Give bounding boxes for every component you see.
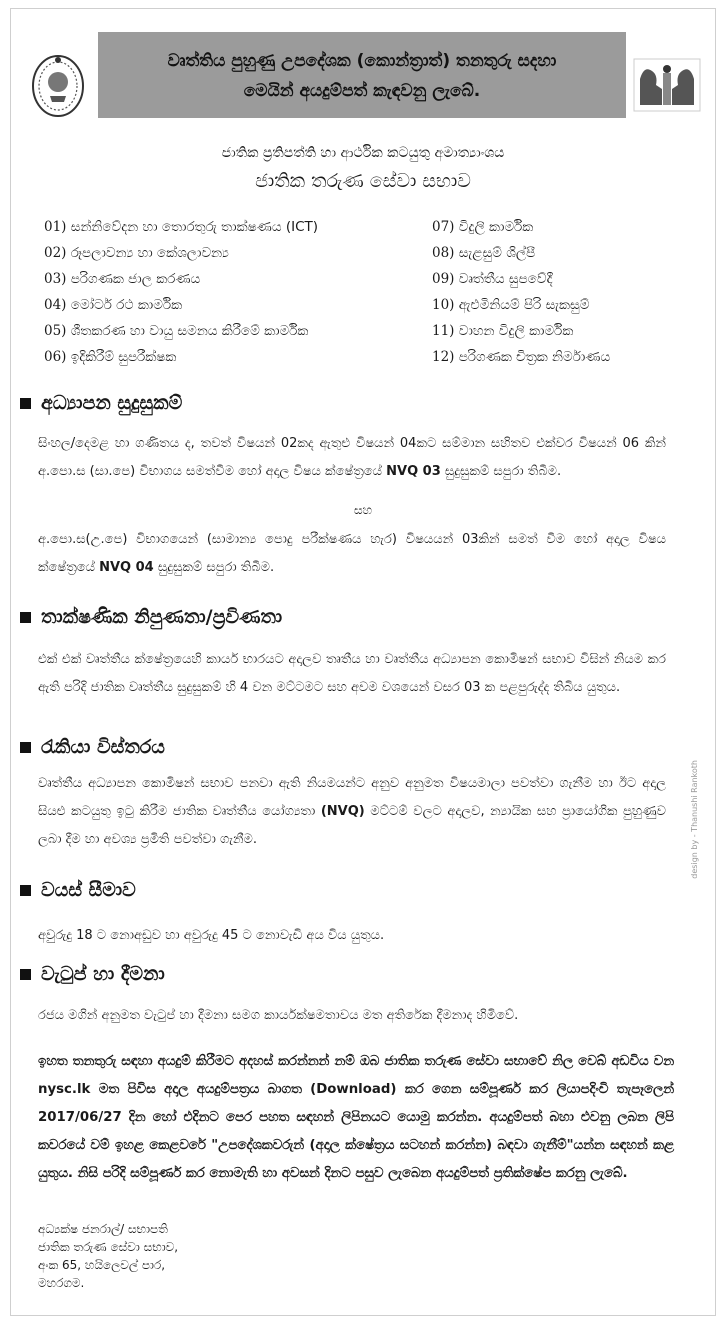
bullet-square-icon: [20, 969, 31, 980]
title-line-1: වෘත්තිය පුහුණු උපදේශක (කොන්ත්‍රාත්) තනතුරු සදහා: [167, 51, 557, 71]
trade-item: 09) වෘත්තීය සුපවේදී: [432, 271, 553, 287]
trade-item: 01) සන්නිවේදන හා තොරතුරු තාක්ෂණය (ICT): [44, 219, 319, 235]
trade-item: 08) සැළසුම් ශිල්පී: [432, 245, 536, 261]
age-limit-heading: වයස් සීමාව: [20, 879, 136, 901]
trade-item: 10) ඇළුමිනියම් පිරි සැකසුම්: [432, 297, 590, 313]
job-description-heading: රැකියා විස්තරය: [20, 736, 165, 758]
education-paragraph-2: අ.පො.ස(උ.පෙ) විභාගයෙන් (සාමාන්‍ය පොදු පරීක්ෂණය හැර) විෂයයන් 03කින් සමත් වීම හෝ අදාල විෂය ක්ෂේත්‍රයේ NVQ 04 සුදුසුකම් සපුරා තිබීම.: [38, 532, 666, 575]
bullet-square-icon: [20, 742, 31, 753]
trade-item: 04) මෝටර් රථ කාර්මික: [44, 297, 183, 313]
designer-credit: design by - Thanushi Rankoth: [690, 760, 699, 879]
ministry-name: ජාතික ප්‍රතිපත්ති හා ආර්ථික කටයුතු අමාත්‍යාංශය: [221, 145, 505, 161]
bullet-square-icon: [20, 398, 31, 409]
job-description-paragraph: වෘත්තීය අධ්‍යාපන කොමිෂන් සභාව පනවා ඇති නියමයන්ට අනුව අනුමත විෂයමාලා පවත්වා ගැනීම හා ඊට අදාල සියළු කටයුතු ඉටු කිරීම ජාතික වෘත්තීය යෝග්‍යතා (NVQ) මට්ටම් වලට අදාලව, න්‍යායික සහ ප්‍රායෝගික පුහුණුව ලබා දීම හා අවශ්‍ය ප්‍රමිති පවත්වා ගැනීම.: [38, 776, 667, 847]
salary-heading: වැටුප් හා දීමනා: [20, 963, 165, 985]
council-name: ජාතික තරුණ සේවා සභාව: [255, 170, 471, 192]
national-emblem-icon: [30, 52, 86, 118]
education-heading: අධ්‍යාපන සුදුසුකම්: [20, 392, 182, 414]
trade-item: 03) පරිගණක ජාල කරණය: [44, 271, 201, 287]
title-line-2: මෙයින් අයදුම්පත් කැඳවනු ලැබේ.: [243, 81, 481, 101]
age-limit-paragraph: අවුරුදු 18 ට නොඅඩුව හා අවුරුදු 45 ට නොවැඩි අය විය යුතුය.: [38, 928, 385, 943]
trade-item: 12) පරිගණක චිත්‍රක නිර්මාණය: [432, 349, 611, 365]
application-instructions: ඉහත තනතුරු සඳහා අයදුම් කිරීමට අදහස් කරන්නන් නම් ඔබ ජාතික තරුණ සේවා සභාවේ නිල වෙබ් අඩවිය වන nysc.lk මත පිවිස අදාල අයදුම්පත්‍රය බාගත (Download) කර ගෙන සම්පූර්ණ කර ලියාපදිංචි තැපෑලෙන් 2017/06/27 දින හෝ එදිනට පෙර පහත සඳහන් ලිපිනයට යොමු කරන්න. අයදුම්පත් බහා එවනු ලබන ලිපි කවරයේ වම් ඉහළ කෙළවරේ "උපදේශකවරුන් (අදාල ක්ෂේත්‍රය සටහන් කරන්න) බඳවා ගැනීම්"යන්න සඳහන් කළ යුතුය. නිසි පරිදි සම්පූර්ණ කර නොමැති හා අවසන් දිනට පසුව ලැබෙන අයදුම්පත් ප්‍රතික්ෂේප කරනු ලැබේ.: [38, 1054, 674, 1181]
postal-address: [38, 1220, 178, 1292]
trade-item: 07) විදුලි කාර්මික: [432, 219, 534, 235]
address-line: ජාතික තරුණ සේවා සභාව,: [38, 1240, 179, 1254]
address-line: අධ්‍යක්ෂ ජනරාල්/ සභාපති: [38, 1222, 168, 1236]
salary-paragraph: රජය මගින් අනුමත වැටුප් හා දීමනා සමග කාර්යක්ෂමතාවය මත අතිරේක දීමනාද හිමිවේ.: [38, 1008, 519, 1023]
trade-item: 05) ශීතකරණ හා වායු සමනය කිරීමේ කාර්මික: [44, 323, 309, 339]
and-separator: සහ: [353, 503, 373, 517]
trade-item: 11) වාහන විදුලි කාර්මික: [432, 323, 574, 339]
education-paragraph-1: සිංහල/දෙමළ හා ගණිතය ද, තවත් විෂයන් 02කද ඇතුළු විෂයන් 04කට සම්මාන සහිතව එක්වර විෂයන් 06 කින් අ.පො.ස (සා.පෙ) විභාගය සමත්වීම හෝ අදාල විෂය ක්ෂේත්‍රයේ NVQ 03 සුදුසුකම් සපුරා තිබීම.: [38, 436, 666, 479]
technical-paragraph: එක් එක් වෘත්තීය ක්ෂේත්‍රයෙහි කාර්ය භාරයට අදාලව තෘතීය හා වෘත්තීය අධ්‍යාපන කොමිෂන් සභාව විසින් නියම කර ඇති පරිදි ජාතික වෘත්තීය සුදුසුකම් හි 4 වන මට්ටමට සහ අවම වශයෙන් වසර 03 ක පළපුරුද්ද තිබිය යුතුය.: [38, 652, 666, 695]
address-line: අංක 65, හයිලෙවල් පාර,: [38, 1258, 166, 1272]
trade-item: 06) ඉදිකිරීම් සුපරීක්ෂක: [44, 349, 177, 365]
address-line: මහරගම.: [38, 1276, 85, 1290]
bullet-square-icon: [20, 612, 31, 623]
bullet-square-icon: [20, 885, 31, 896]
trade-list-left: [44, 214, 404, 370]
trade-item: 02) රූපලාවන්‍ය හා කේශලාවන්‍ය: [44, 245, 229, 261]
technical-heading: තාක්ෂණික නිපුණතා/ප්‍රවිණතා: [20, 606, 282, 628]
title-banner: [98, 32, 626, 118]
nysc-lion-logo-icon: [632, 55, 702, 115]
trade-list-right: [432, 214, 712, 370]
